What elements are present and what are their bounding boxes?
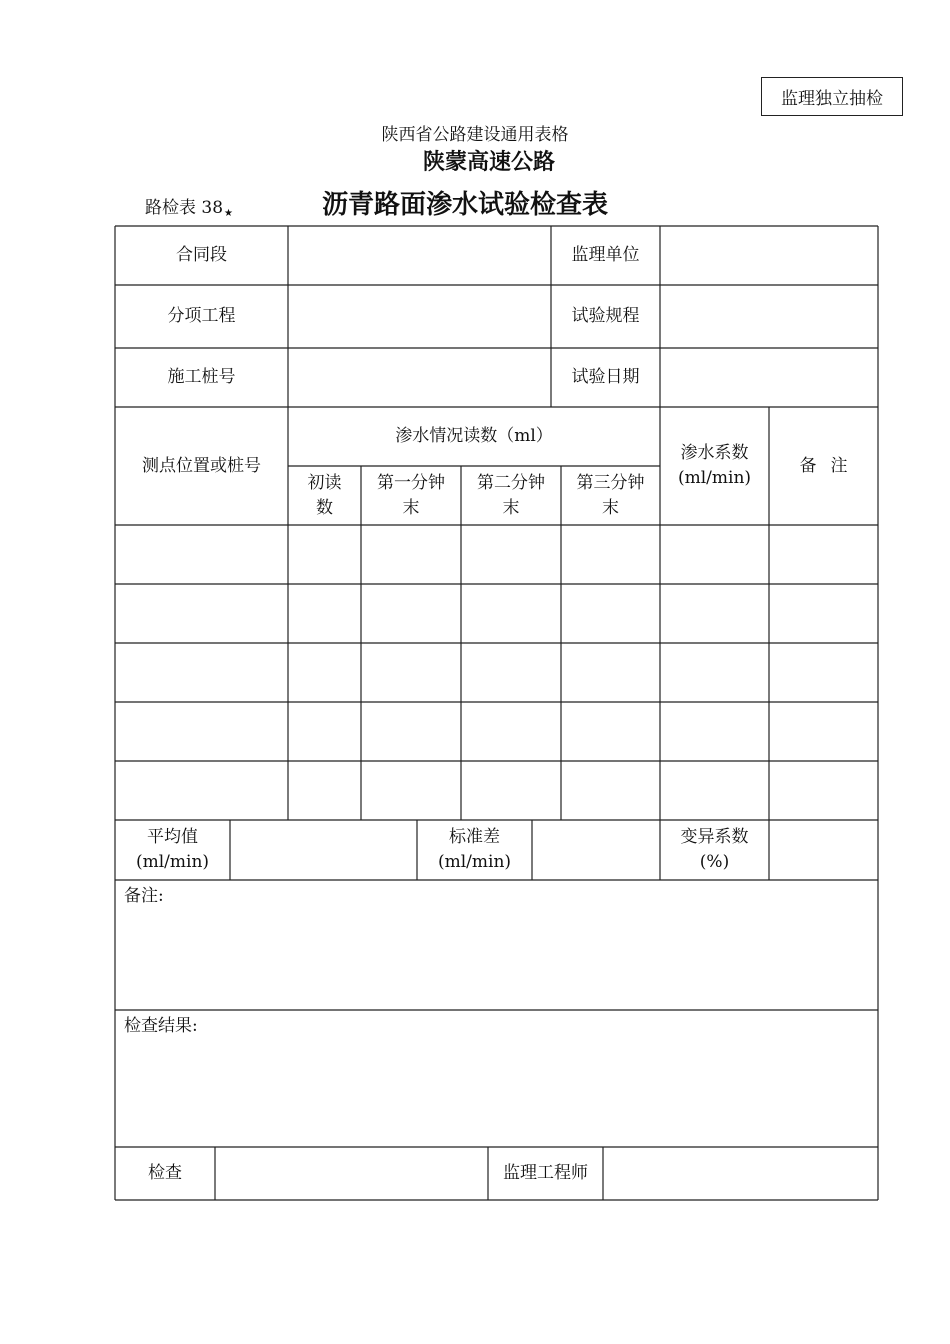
minute1-line1: 第一分钟 (377, 472, 445, 493)
std-dev-line2: (ml/min) (437, 852, 512, 872)
minute2-header (461, 466, 561, 525)
remark-header (769, 407, 878, 525)
initial-reading-line2: 数 (316, 497, 333, 518)
contract-section-field[interactable] (288, 226, 551, 285)
inspector-label: 检查 (148, 1163, 182, 1184)
minute2-line2: 末 (502, 497, 520, 518)
std-dev-label (417, 820, 532, 880)
readings-group-header: 渗水情况读数（ml） (395, 426, 553, 447)
std-dev-line1: 标准差 (449, 827, 500, 848)
variation-coef-field[interactable] (769, 820, 878, 880)
test-standard-field[interactable] (660, 285, 878, 348)
form-number-text: 路检表 38 (145, 198, 224, 218)
average-label (115, 820, 230, 880)
test-standard-label: 试验规程 (571, 306, 640, 327)
std-dev-field[interactable] (532, 820, 660, 880)
contract-section-label: 合同段 (176, 245, 227, 266)
sub-project-label: 分项工程 (167, 306, 236, 327)
remark-header-text: 备注 (799, 455, 862, 476)
star-mark: ★ (224, 208, 234, 219)
minute3-line2: 末 (602, 497, 619, 518)
supervising-engineer-label: 监理工程师 (503, 1163, 588, 1184)
remarks-label: 备注: (124, 886, 164, 906)
supervision-unit-field[interactable] (660, 226, 878, 285)
variation-coef-line2: (%) (699, 852, 730, 872)
minute3-line1: 第三分钟 (576, 472, 645, 493)
average-line1: 平均值 (147, 827, 198, 848)
result-area[interactable] (115, 1010, 878, 1147)
permeability-coef-line2: (ml/min) (677, 468, 752, 488)
permeability-coef-line1: 渗水系数 (680, 443, 749, 464)
inspector-field[interactable] (215, 1147, 488, 1200)
sub-project-field[interactable] (288, 285, 551, 348)
station-no-label: 施工桩号 (167, 367, 236, 388)
initial-reading-line1: 初读 (307, 472, 342, 493)
stamp-label: 监理独立抽检 (781, 89, 883, 109)
minute3-header (561, 466, 660, 525)
station-no-field[interactable] (288, 348, 551, 407)
average-line2: (ml/min) (135, 852, 210, 872)
test-date-label: 试验日期 (571, 367, 640, 388)
supervising-engineer-field[interactable] (603, 1147, 878, 1200)
result-label: 检查结果: (124, 1016, 198, 1036)
permeability-coef-header (660, 407, 769, 525)
minute2-line1: 第二分钟 (477, 472, 545, 493)
initial-reading-header (288, 466, 361, 525)
supervision-unit-label: 监理单位 (571, 245, 640, 266)
minute1-line2: 末 (402, 497, 420, 518)
average-field[interactable] (230, 820, 417, 880)
form-title: 沥青路面渗水试验检查表 (322, 190, 609, 220)
org-title: 陕西省公路建设通用表格 (381, 125, 569, 145)
variation-coef-line1: 变异系数 (680, 827, 749, 848)
remarks-area[interactable] (115, 880, 878, 1010)
test-date-field[interactable] (660, 348, 878, 407)
variation-coef-label (660, 820, 769, 880)
point-location-header: 测点位置或桩号 (142, 455, 261, 476)
minute1-header (361, 466, 461, 525)
project-name: 陕蒙高速公路 (422, 150, 555, 175)
